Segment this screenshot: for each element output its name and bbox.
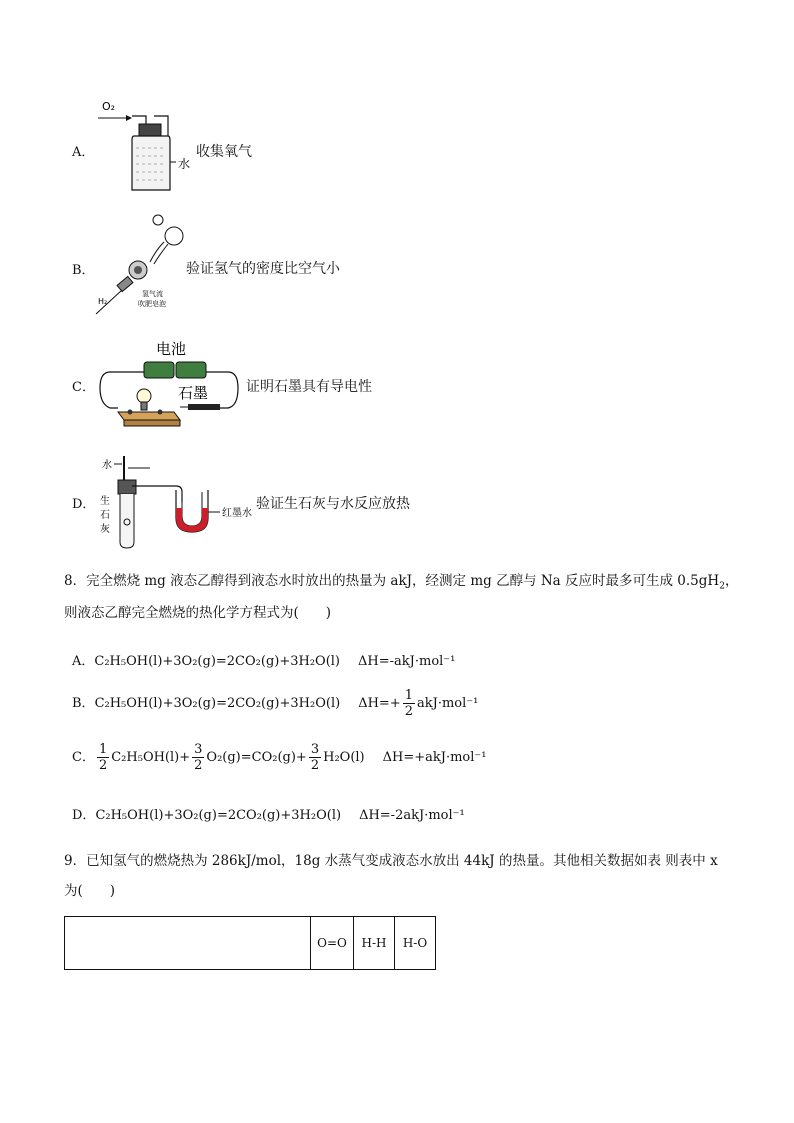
lime-water-figure [96, 452, 256, 552]
table-header-cell: H-O [395, 917, 436, 970]
hydrogen-bubble-figure [92, 210, 188, 316]
gas-collection-bottle-figure [96, 98, 196, 194]
table-header-cell: H-H [354, 917, 395, 970]
lime-char2: 石 [100, 510, 110, 521]
option-b-letter: B． [72, 263, 95, 278]
option-b-caption: 验证氢气的密度比空气小 [186, 261, 340, 277]
q8-option-b: B．C₂H₅OH(l)+3O₂(g)=2CO₂(g)+3H₂O(l) ΔH=+ $\frac{1}{2}$ akJ·mol⁻¹ [72, 688, 479, 719]
option-a-caption: 收集氧气 [196, 144, 252, 160]
lime-char3: 灰 [100, 524, 110, 535]
lime-char1: 生 [100, 496, 110, 507]
b-note1: 氢气流 [142, 290, 163, 298]
water-label: 水 [178, 157, 191, 171]
option-c-letter: C． [72, 380, 95, 395]
fraction: $\frac{1}{2}$ [404, 688, 413, 719]
fraction: $\frac{3}{2}$ [194, 742, 203, 773]
d-water-label: 水 [102, 460, 112, 471]
q9-text-line1: 9．已知氢气的燃烧热为 286kJ/mol，18g 水蒸气变成液态水放出 44kJ 的热量。其他相关数据如表 则表中 x [64, 853, 718, 869]
table-header-cell: O=O [311, 917, 354, 970]
option-d-caption: 验证生石灰与水反应放热 [256, 496, 410, 512]
circuit-figure [96, 332, 242, 432]
q8-option-c: C． $\frac{1}{2}$ C₂H₅OH(l)+ $\frac{3}{2}$ O₂(g)=CO₂(g)+ $\frac{3}{2}$ H₂O(l) ΔH=+akJ·mol⁻¹ [72, 742, 487, 773]
q8-option-a: A．C₂H₅OH(l)+3O₂(g)=2CO₂(g)+3H₂O(l) ΔH=-akJ·mol⁻¹ [72, 654, 456, 669]
q8-text-line1: 8．完全燃烧 mg 液态乙醇得到液态水时放出的热量为 akJ，经测定 mg 乙醇与 Na 反应时最多可生成 $0.5gH_2$， [64, 573, 739, 592]
option-c-caption: 证明石墨具有导电性 [246, 379, 372, 395]
q8-text-line2: 则液态乙醇完全燃烧的热化学方程式为( ) [64, 605, 332, 621]
graphite-label: 石墨 [178, 384, 209, 402]
bond-energy-table [64, 916, 436, 970]
q9-text-line2: 为( ) [64, 883, 116, 899]
option-d-letter: D． [72, 497, 96, 512]
red-water-label: 红墨水 [222, 508, 252, 519]
fraction: $\frac{3}{2}$ [310, 742, 320, 773]
b-note2: 吹肥皂泡 [138, 300, 166, 308]
table-header-cell [65, 917, 311, 970]
table-row [65, 917, 436, 970]
q8-option-d: D．C₂H₅OH(l)+3O₂(g)=2CO₂(g)+3H₂O(l) ΔH=-2akJ·mol⁻¹ [72, 808, 465, 823]
option-a-letter: A． [72, 145, 95, 160]
b-gas-label: H₂ [98, 297, 108, 306]
gas-label: O₂ [102, 100, 116, 113]
fraction: $\frac{1}{2}$ [98, 742, 108, 773]
battery-label: 电池 [156, 340, 187, 358]
